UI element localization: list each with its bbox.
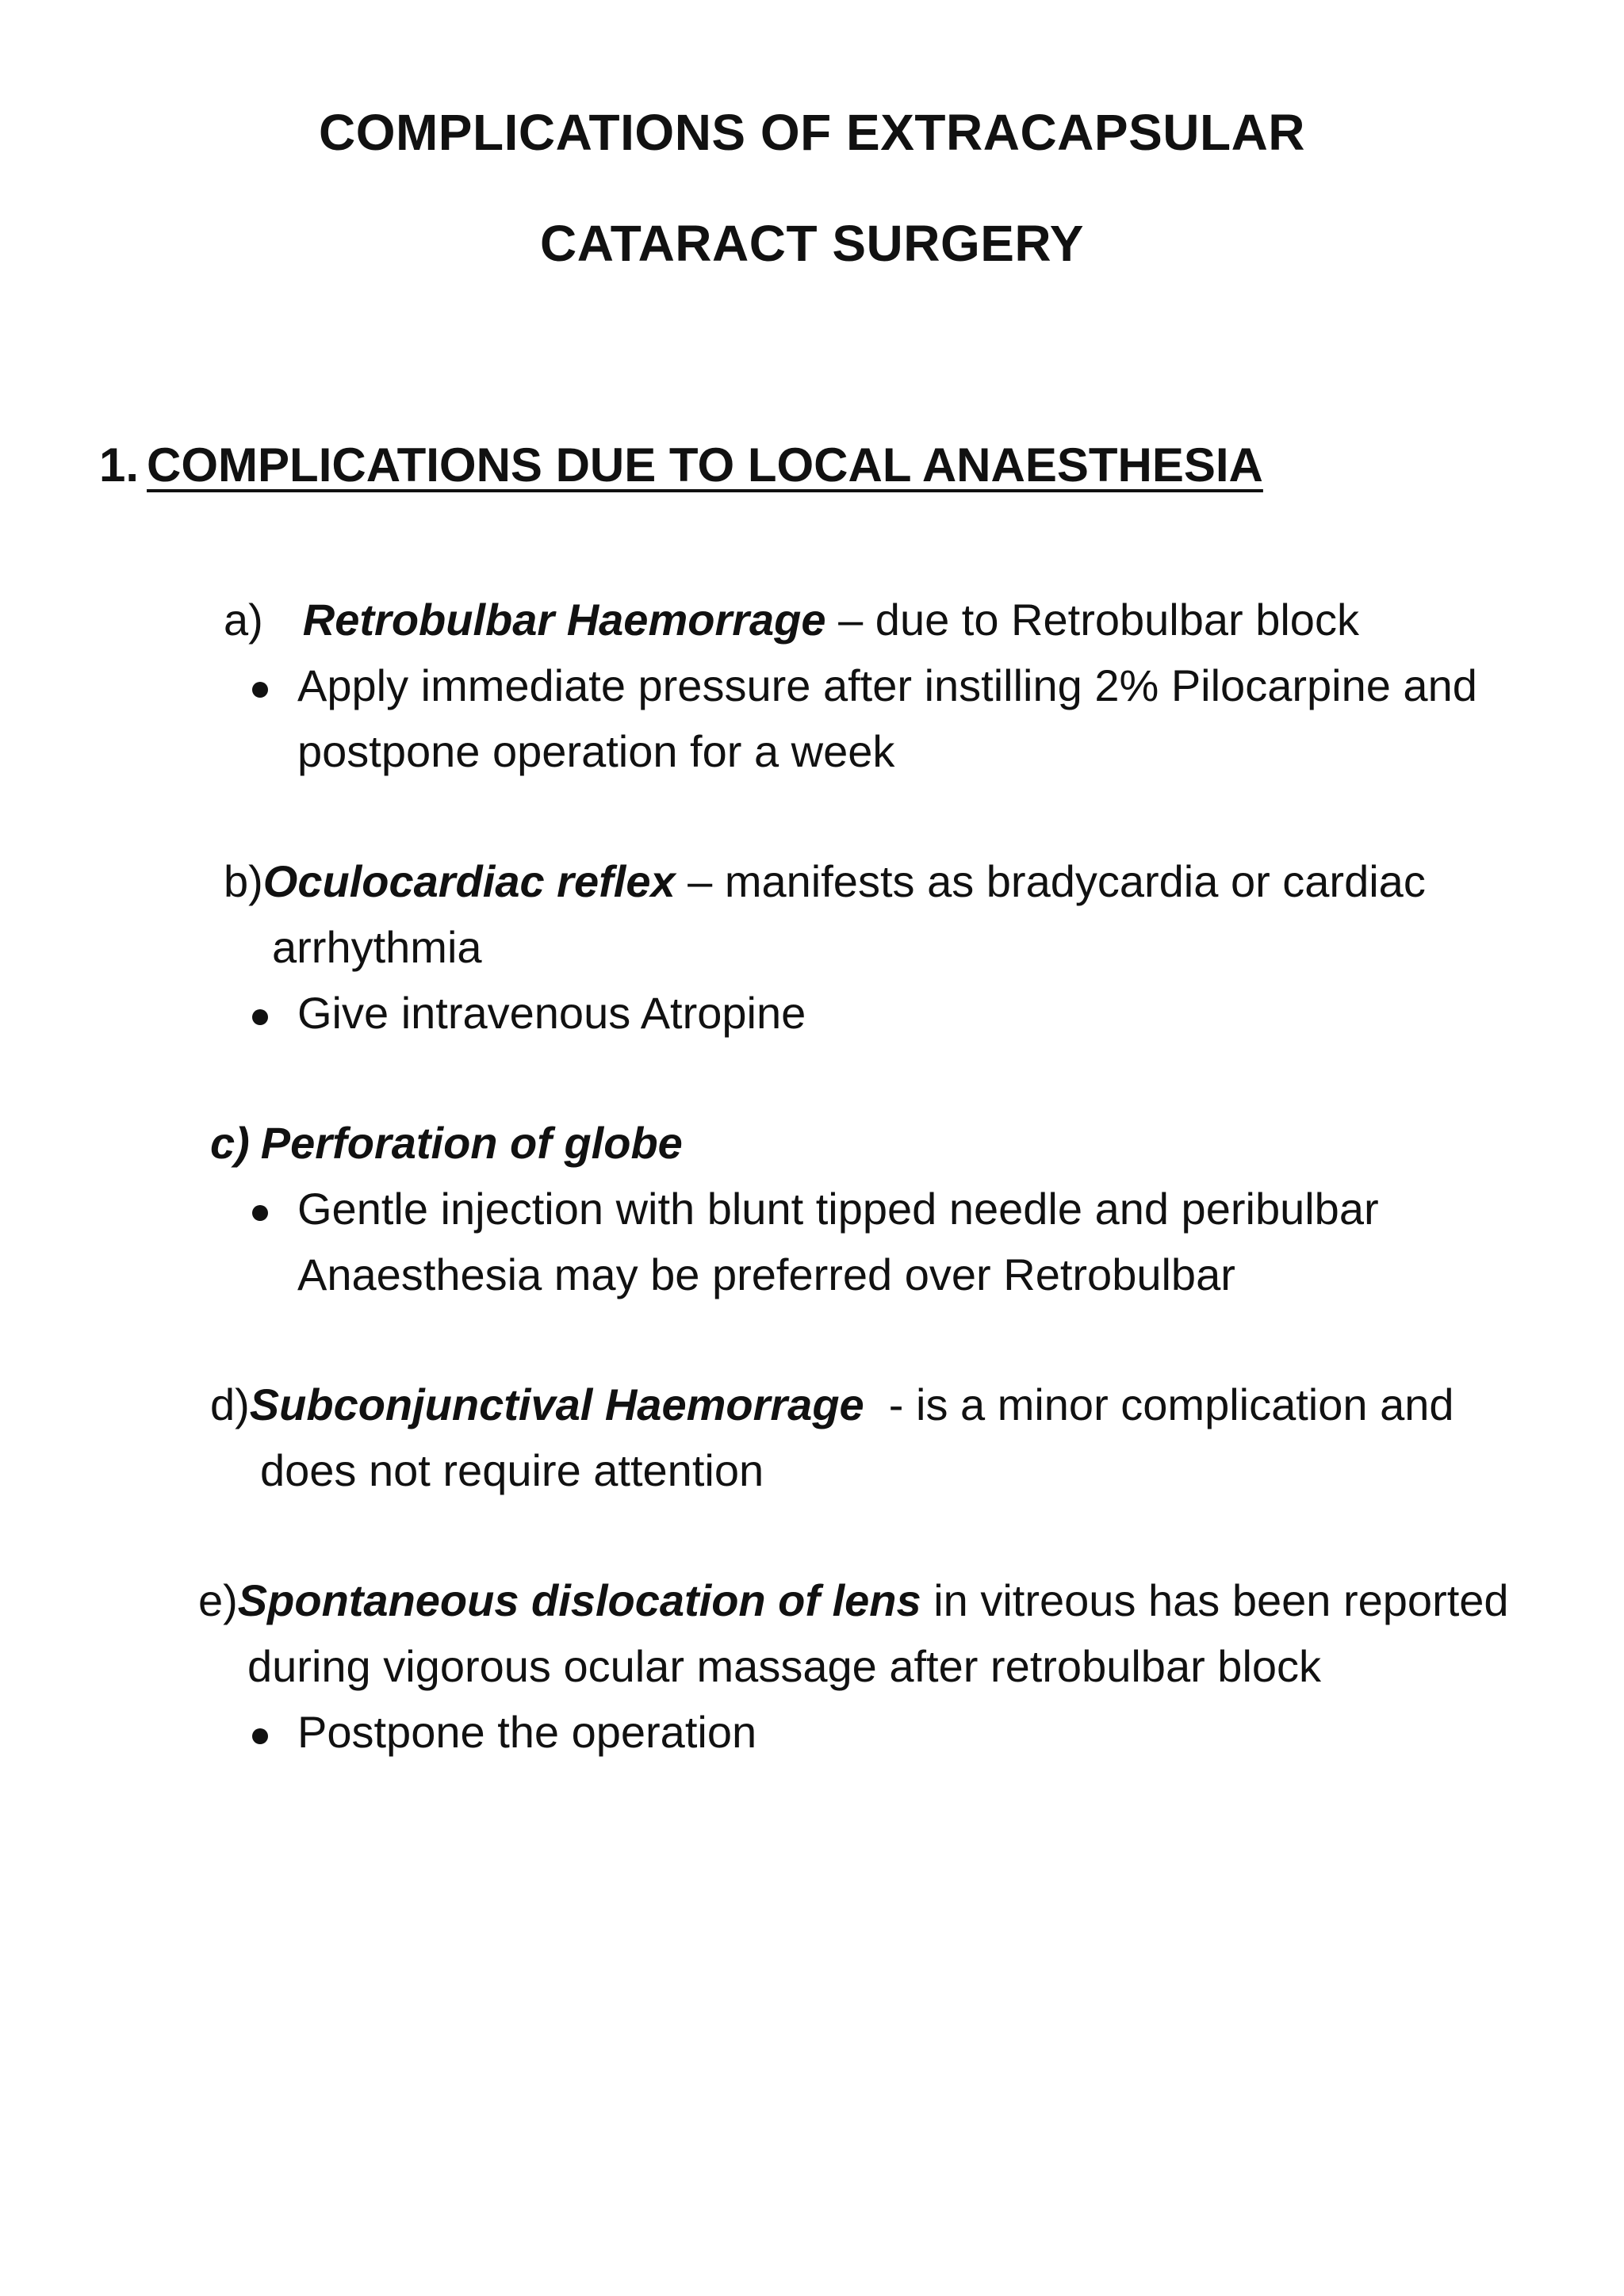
item-description: in vitreous has been reported — [921, 1575, 1509, 1625]
section-heading-text: COMPLICATIONS DUE TO LOCAL ANAESTHESIA — [147, 438, 1263, 492]
item-term: Spontaneous dislocation of lens — [237, 1575, 921, 1625]
item-term: Subconjunctival Haemorrage — [249, 1380, 864, 1429]
item-description-continued: arrhythmia — [272, 922, 482, 972]
item-term: Perforation of globe — [260, 1118, 683, 1168]
item-e — [198, 1575, 1509, 1626]
item-marker: a) — [224, 595, 263, 645]
item-description-continued: during vigorous ocular massage after retrobulbar block — [247, 1641, 1322, 1691]
bullet-text: Give intravenous Atropine — [297, 988, 806, 1038]
document-title-line-1: COMPLICATIONS OF EXTRACAPSULAR — [318, 104, 1306, 161]
item-description: - is a minor complication and — [864, 1380, 1454, 1429]
bullet-icon — [252, 1728, 268, 1744]
section-number: 1. — [99, 438, 140, 492]
item-description-continued: does not require attention — [260, 1445, 764, 1495]
item-a — [224, 595, 1359, 645]
item-term: Oculocardiac reflex — [262, 856, 676, 906]
bullet-icon — [252, 682, 268, 698]
bullet-text: Postpone the operation — [297, 1707, 757, 1757]
bullet-text-continued: Anaesthesia may be preferred over Retrobulbar — [297, 1249, 1235, 1299]
item-b — [224, 856, 1426, 907]
bullet-icon — [252, 1205, 268, 1221]
item-marker: b) — [224, 856, 263, 906]
bullet-text: Apply immediate pressure after instilling 2% Pilocarpine and — [297, 660, 1477, 710]
item-marker: e) — [198, 1575, 238, 1625]
bullet-text-continued: postpone operation for a week — [297, 726, 895, 776]
item-d — [210, 1380, 1454, 1430]
bullet-icon — [252, 1009, 268, 1025]
section-heading — [99, 438, 1263, 492]
item-marker: d) — [210, 1380, 250, 1429]
item-c — [210, 1118, 683, 1169]
item-description: – due to Retrobulbar block — [825, 595, 1359, 645]
document-title-line-2: CATARACT SURGERY — [540, 215, 1084, 272]
item-marker: c) — [210, 1118, 250, 1168]
item-term: Retrobulbar Haemorrage — [302, 595, 826, 645]
item-description: – manifests as bradycardia or cardiac — [675, 856, 1426, 906]
bullet-text: Gentle injection with blunt tipped needle and peribulbar — [297, 1184, 1379, 1234]
